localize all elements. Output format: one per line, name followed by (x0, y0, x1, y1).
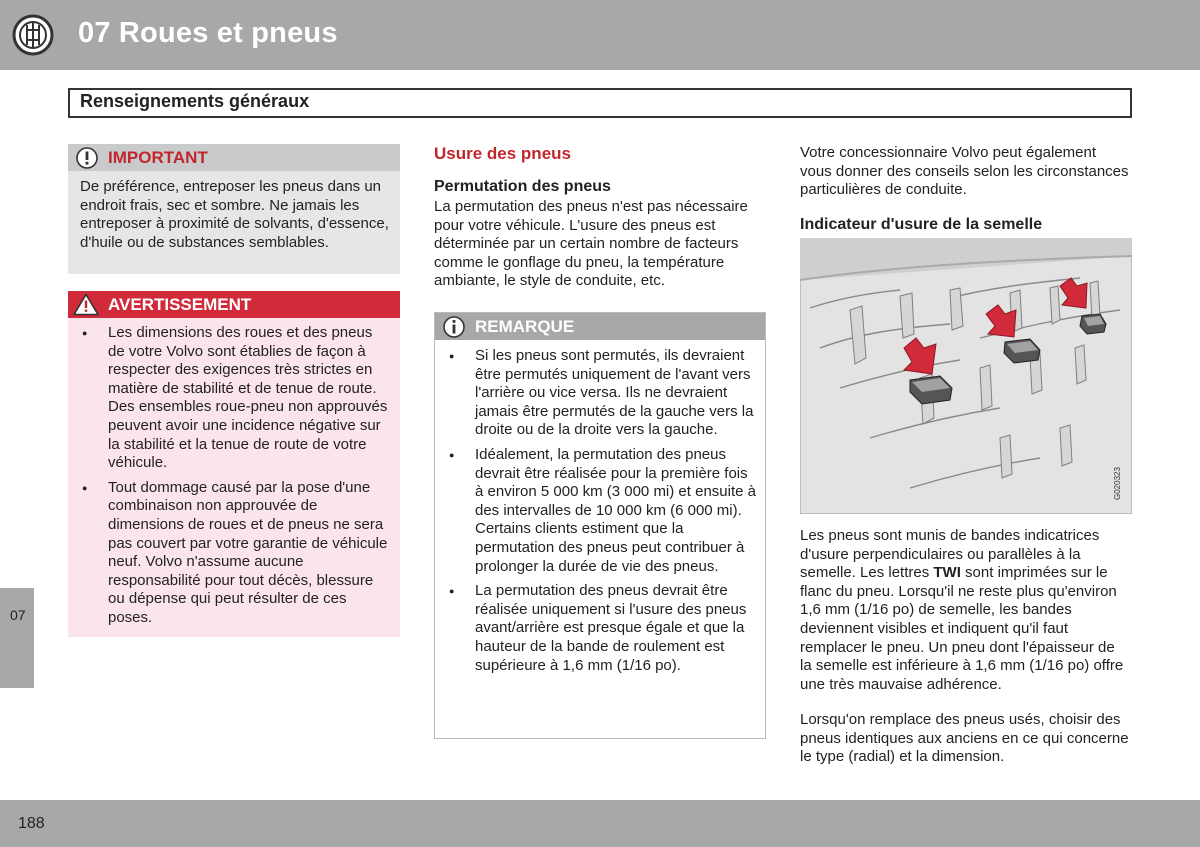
warning-item: ● Les dimensions des roues et des pneus de votre Volvo sont établies de façon à respecter des exigences très strictes en matière de stabilité et de tenue de route. Des ensembles roue-pneu non approuvés peuvent avoir une incidence négative sur la stabilité et la tenue de route de votre véhicule. (68, 324, 392, 473)
chapter-side-tab-label: 07 (10, 607, 26, 623)
page-number: 188 (18, 815, 45, 832)
note-item: ● Si les pneus sont permutés, ils devraient être permutés uniquement de l'avant vers l'arrière ou vice versa. Ils ne devraient jamais être permutés de la gauche vers la droite ou de la droite vers la gauche. (435, 347, 757, 440)
tread-wear-indicator-illustration (800, 238, 1132, 514)
dealer-paragraph: Votre concessionnaire Volvo peut également vous donner des conseils selon les circonstances particulières de conduite. (800, 144, 1129, 199)
rotation-paragraph: La permutation des pneus n'est pas nécessaire pour votre véhicule. L'usure des pneus est déterminée par un certain nombre de facteurs comme le gonflage du pneu, la température ambiante, le style de conduite, etc. (434, 198, 748, 290)
chapter-side-tab (0, 588, 34, 688)
twi-paragraph (800, 527, 1130, 694)
rotation-subheading: Permutation des pneus (434, 178, 611, 195)
warning-box (68, 291, 400, 637)
important-title: IMPORTANT (108, 148, 208, 167)
twi-paragraph-end: sont imprimées sur le flanc du pneu. Lorsqu'il ne reste plus qu'environ 1,6 mm (1/16 po) de semelle, les bandes deviennent visibles et indiquent qu'il faut remplacer le pneu. Un pneu dont l'épaisseur de la semelle est inférieure à 1,6 mm (1/16 po) offre une très mauvaise adhérence. (800, 564, 1124, 693)
warning-header (68, 291, 400, 318)
twi-paragraph-start: Les pneus sont munis de bandes indicatrices d'usure perpendiculaires ou parallèles à la semelle. Les lettres (800, 527, 1100, 582)
important-text: De préférence, entreposer les pneus dans un endroit frais, sec et sombre. Ne jamais les entreposer à proximité de solvants, d'essence, d'huile ou de substances semblables. (80, 178, 389, 251)
important-box (68, 144, 400, 274)
note-header (435, 313, 765, 340)
note-item: ● La permutation des pneus devrait être réalisée uniquement si l'usure des pneus avant/arrière est presque égale et que la hauteur de la bande de roulement est supérieure à 1,6 mm (1/16 po). (435, 582, 757, 675)
important-header (68, 144, 400, 171)
note-item: ● Idéalement, la permutation des pneus devrait être réalisée pour la première fois à environ 5 000 km (3 000 mi) et ensuite à des intervalles de 10 000 km (6 000 mi). Certains clients estiment que la permutation des pneus peut contribuer à prolonger la durée de vie des pneus. (435, 446, 757, 576)
wear-indicator-subheading: Indicateur d'usure de la semelle (800, 216, 1043, 233)
note-title: REMARQUE (475, 317, 575, 336)
wear-heading: Usure des pneus (434, 144, 571, 163)
figure-code: G020323 (1113, 467, 1122, 500)
exclamation-icon (76, 147, 98, 169)
warning-triangle-icon (73, 293, 99, 316)
warning-list (68, 324, 392, 634)
tire-icon (12, 14, 54, 56)
warning-item: ● Tout dommage causé par la pose d'une combinaison non approuvée de dimensions de roues et de pneus ne sera pas couvert par votre garantie de véhicule neuf. Volvo n'assume aucune responsabilité pour tout décès, blessure ou dépense qui peut résulter de ces poses. (68, 479, 392, 628)
note-list (435, 347, 757, 681)
footer-bar (0, 800, 1200, 847)
twi-label: TWI (933, 564, 961, 582)
warning-title: AVERTISSEMENT (108, 295, 252, 314)
chapter-title: 07 Roues et pneus (78, 17, 338, 49)
info-icon (443, 316, 465, 338)
section-title: Renseignements généraux (80, 91, 310, 111)
replacement-paragraph: Lorsqu'on remplace des pneus usés, choisir des pneus identiques aux anciens en ce qui concerne le type (radial) et la dimension. (800, 711, 1129, 766)
note-box (434, 312, 766, 739)
